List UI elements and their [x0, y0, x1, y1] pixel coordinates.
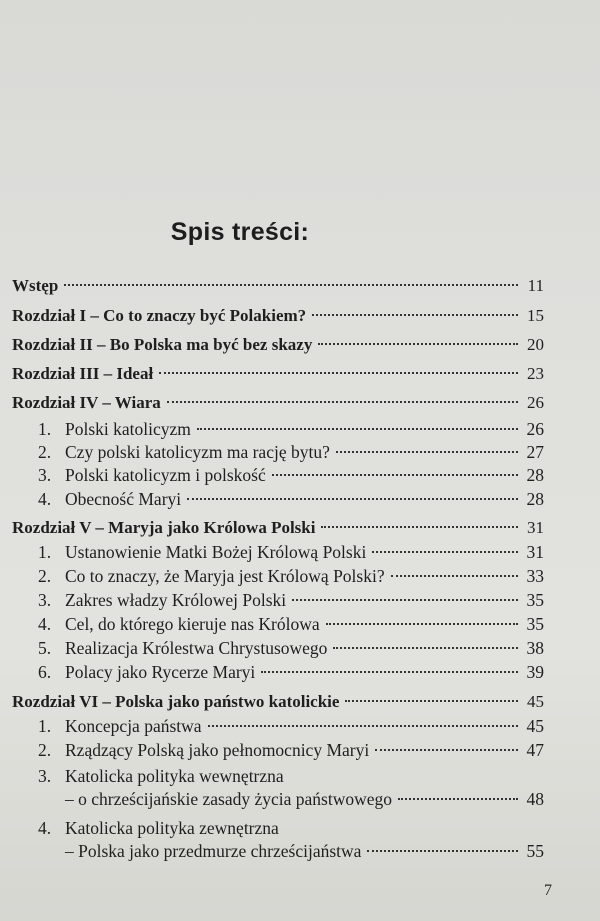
toc-page: 35	[526, 590, 544, 610]
dot-leader	[167, 401, 518, 403]
toc-entry-5-4[interactable]	[38, 612, 544, 636]
dot-leader	[159, 372, 518, 374]
dot-leader	[272, 474, 518, 476]
toc-page: 15	[527, 306, 544, 325]
toc-page: 55	[526, 841, 544, 861]
toc-label: Rozdział VI – Polska jako państwo katolickie	[12, 692, 340, 711]
dot-leader	[333, 647, 518, 649]
toc-page: 35	[526, 614, 544, 634]
toc-page: 45	[526, 716, 544, 736]
toc-label: Czy polski katolicyzm ma rację bytu?	[65, 442, 330, 462]
toc-entry-6-4[interactable]	[38, 816, 544, 840]
toc-entry-chapter-3[interactable]	[12, 362, 544, 386]
toc-entry-chapter-6[interactable]	[12, 690, 544, 714]
toc-page: 31	[527, 518, 544, 537]
toc-number: 6.	[38, 662, 52, 682]
toc-page: 33	[526, 566, 544, 586]
toc-number: 4.	[38, 818, 52, 838]
toc-label: Rozdział IV – Wiara	[12, 393, 161, 412]
toc-entry-4-3[interactable]	[38, 463, 544, 487]
dot-leader	[318, 343, 518, 345]
toc-entry-5-6[interactable]	[38, 660, 544, 684]
dot-leader	[197, 428, 518, 430]
toc-number: 1.	[38, 716, 52, 736]
toc-number: 3.	[38, 590, 52, 610]
toc-number: 3.	[38, 465, 52, 485]
toc-page: 26	[526, 419, 544, 439]
toc-label: Koncepcja państwa	[65, 716, 202, 736]
toc-label: Ustanowienie Matki Bożej Królową Polski	[65, 542, 367, 562]
toc-label: Rządzący Polską jako pełnomocnicy Maryi	[65, 740, 370, 760]
toc-number: 2.	[38, 566, 52, 586]
dot-leader	[391, 575, 518, 577]
toc-number: 1.	[38, 542, 52, 562]
toc-page: 27	[526, 442, 544, 462]
toc-label: Zakres władzy Królowej Polski	[65, 590, 287, 610]
toc-entry-6-3[interactable]	[38, 764, 544, 788]
toc-label: Obecność Maryi	[65, 489, 182, 509]
toc-entry-6-3-continuation[interactable]	[65, 787, 544, 811]
toc-entry-6-4-continuation[interactable]	[65, 839, 544, 863]
toc-label-continuation: – Polska jako przedmurze chrześcijaństwa	[65, 841, 362, 861]
dot-leader	[336, 451, 518, 453]
toc-entry-wstep[interactable]	[12, 274, 544, 298]
toc-entry-5-1[interactable]	[38, 540, 544, 564]
toc-number: 1.	[38, 419, 52, 439]
toc-number: 5.	[38, 638, 52, 658]
dot-leader	[375, 749, 518, 751]
toc-number: 4.	[38, 489, 52, 509]
toc-page: 28	[526, 465, 544, 485]
toc-entry-chapter-4[interactable]	[12, 391, 544, 415]
toc-number: 4.	[38, 614, 52, 634]
dot-leader	[187, 498, 518, 500]
toc-page: 26	[527, 393, 544, 412]
toc-page: 23	[527, 364, 544, 383]
toc-entry-6-1[interactable]	[38, 714, 544, 738]
toc-number: 3.	[38, 766, 52, 786]
toc-number: 2.	[38, 442, 52, 462]
toc-page: 38	[526, 638, 544, 658]
toc-entry-6-2[interactable]	[38, 738, 544, 762]
toc-label: Wstęp	[12, 276, 59, 295]
toc-label: Polski katolicyzm	[65, 419, 191, 439]
dot-leader	[345, 700, 518, 702]
dot-leader	[367, 850, 518, 852]
dot-leader	[292, 599, 518, 601]
dot-leader	[321, 526, 518, 528]
toc-number: 2.	[38, 740, 52, 760]
toc-label: Rozdział V – Maryja jako Królowa Polski	[12, 518, 316, 537]
toc-label: Rozdział I – Co to znaczy być Polakiem?	[12, 306, 307, 325]
toc-label: Katolicka polityka zewnętrzna	[65, 818, 279, 838]
toc-label: Polski katolicyzm i polskość	[65, 465, 266, 485]
toc-page: 48	[526, 789, 544, 809]
toc-entry-chapter-2[interactable]	[12, 333, 544, 357]
toc-label: Rozdział III – Ideał	[12, 364, 154, 383]
toc-entry-chapter-5[interactable]	[12, 516, 544, 540]
dot-leader	[326, 623, 518, 625]
toc-label: Realizacja Królestwa Chrystusowego	[65, 638, 328, 658]
toc-entry-4-4[interactable]	[38, 487, 544, 511]
toc-entry-5-3[interactable]	[38, 588, 544, 612]
toc-page: 47	[526, 740, 544, 760]
toc-label: Katolicka polityka wewnętrzna	[65, 766, 284, 786]
toc-entry-4-1[interactable]	[38, 417, 544, 441]
toc-entry-5-2[interactable]	[38, 564, 544, 588]
toc-page: 31	[526, 542, 544, 562]
toc-label: Cel, do którego kieruje nas Królowa	[65, 614, 320, 634]
toc-page: 39	[526, 662, 544, 682]
toc-page: 45	[527, 692, 544, 711]
toc-entry-chapter-1[interactable]	[12, 304, 544, 328]
toc-page: 28	[526, 489, 544, 509]
dot-leader	[372, 551, 518, 553]
toc-entry-5-5[interactable]	[38, 636, 544, 660]
page-title: Spis treści:	[170, 218, 310, 246]
toc-label: Co to znaczy, że Maryja jest Królową Polski?	[65, 566, 385, 586]
toc-page: 20	[527, 335, 544, 354]
page-number: 7	[544, 882, 552, 899]
toc-label-continuation: – o chrześcijańskie zasady życia państwowego	[65, 789, 393, 809]
toc-label: Polacy jako Rycerze Maryi	[65, 662, 256, 682]
toc-entry-4-2[interactable]	[38, 440, 544, 464]
dot-leader	[312, 314, 518, 316]
toc-label: Rozdział II – Bo Polska ma być bez skazy	[12, 335, 313, 354]
dot-leader	[261, 671, 518, 673]
toc-page: 11	[527, 276, 544, 295]
dot-leader	[208, 725, 518, 727]
dot-leader	[398, 798, 518, 800]
dot-leader	[64, 284, 518, 286]
